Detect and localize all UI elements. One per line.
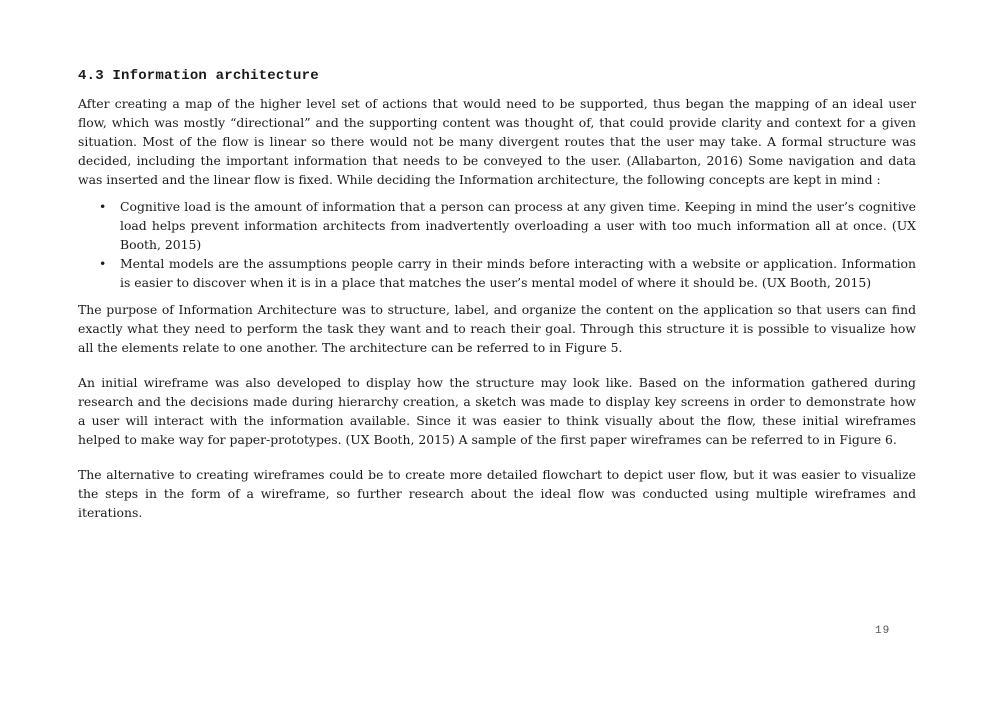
wireframe-paragraph: An initial wireframe was also developed to display how the structure may look like. Based on the information gathered during research and the decisions made during hierarchy creation, a sketch was made to display key screens in order to demonstrate how a user will interact with the information available. Since it was easier to think visually about the flow, these initial wireframes helped to make way for paper-prototypes. (UX Booth, 2015) A sample of the first paper wireframes can be referred to in Figure 6.	[78, 375, 916, 447]
list-item	[99, 254, 916, 292]
concepts-list	[78, 197, 916, 292]
list-item-text: Mental models are the assumptions people carry in their minds before interacting with a website or application. Information is easier to discover when it is in a place that matches the user’s mental model of where it should be. (UX Booth, 2015)	[120, 256, 916, 290]
alternative-paragraph: The alternative to creating wireframes could be to create more detailed flowchart to depict user flow, but it was easier to visualize the steps in the form of a wireframe, so further research about the ideal flow was conducted using multiple wireframes and iterations.	[78, 467, 916, 520]
list-item	[99, 197, 916, 254]
document-page	[78, 68, 916, 522]
bullet-icon: •	[99, 256, 107, 271]
intro-paragraph: After creating a map of the higher level set of actions that would need to be supported, thus began the mapping of an ideal user flow, which was mostly “directional” and the supporting content was thought of, that could provide clarity and context for a given situation. Most of the flow is linear so there would not be many divergent routes that the user may take. A formal structure was decided, including the important information that needs to be conveyed to the user. (Allabarton, 2016) Some navigation and data was inserted and the linear flow is fixed. While deciding the Information architecture, the following concepts are kept in mind :	[78, 96, 916, 187]
page-number: 19	[875, 625, 891, 637]
bullet-icon: •	[99, 199, 107, 214]
purpose-paragraph: The purpose of Information Architecture was to structure, label, and organize the content on the application so that users can find exactly what they need to perform the task they want and to reach their goal. Through this structure it is possible to visualize how all the elements relate to one another. The architecture can be referred to in Figure 5.	[78, 302, 916, 355]
list-item-text: Cognitive load is the amount of information that a person can process at any given time. Keeping in mind the user’s cognitive load helps prevent information architects from inadvertently overloading a user with too much information all at once. (UX Booth, 2015)	[120, 199, 916, 252]
section-heading: 4.3 Information architecture	[78, 68, 319, 84]
